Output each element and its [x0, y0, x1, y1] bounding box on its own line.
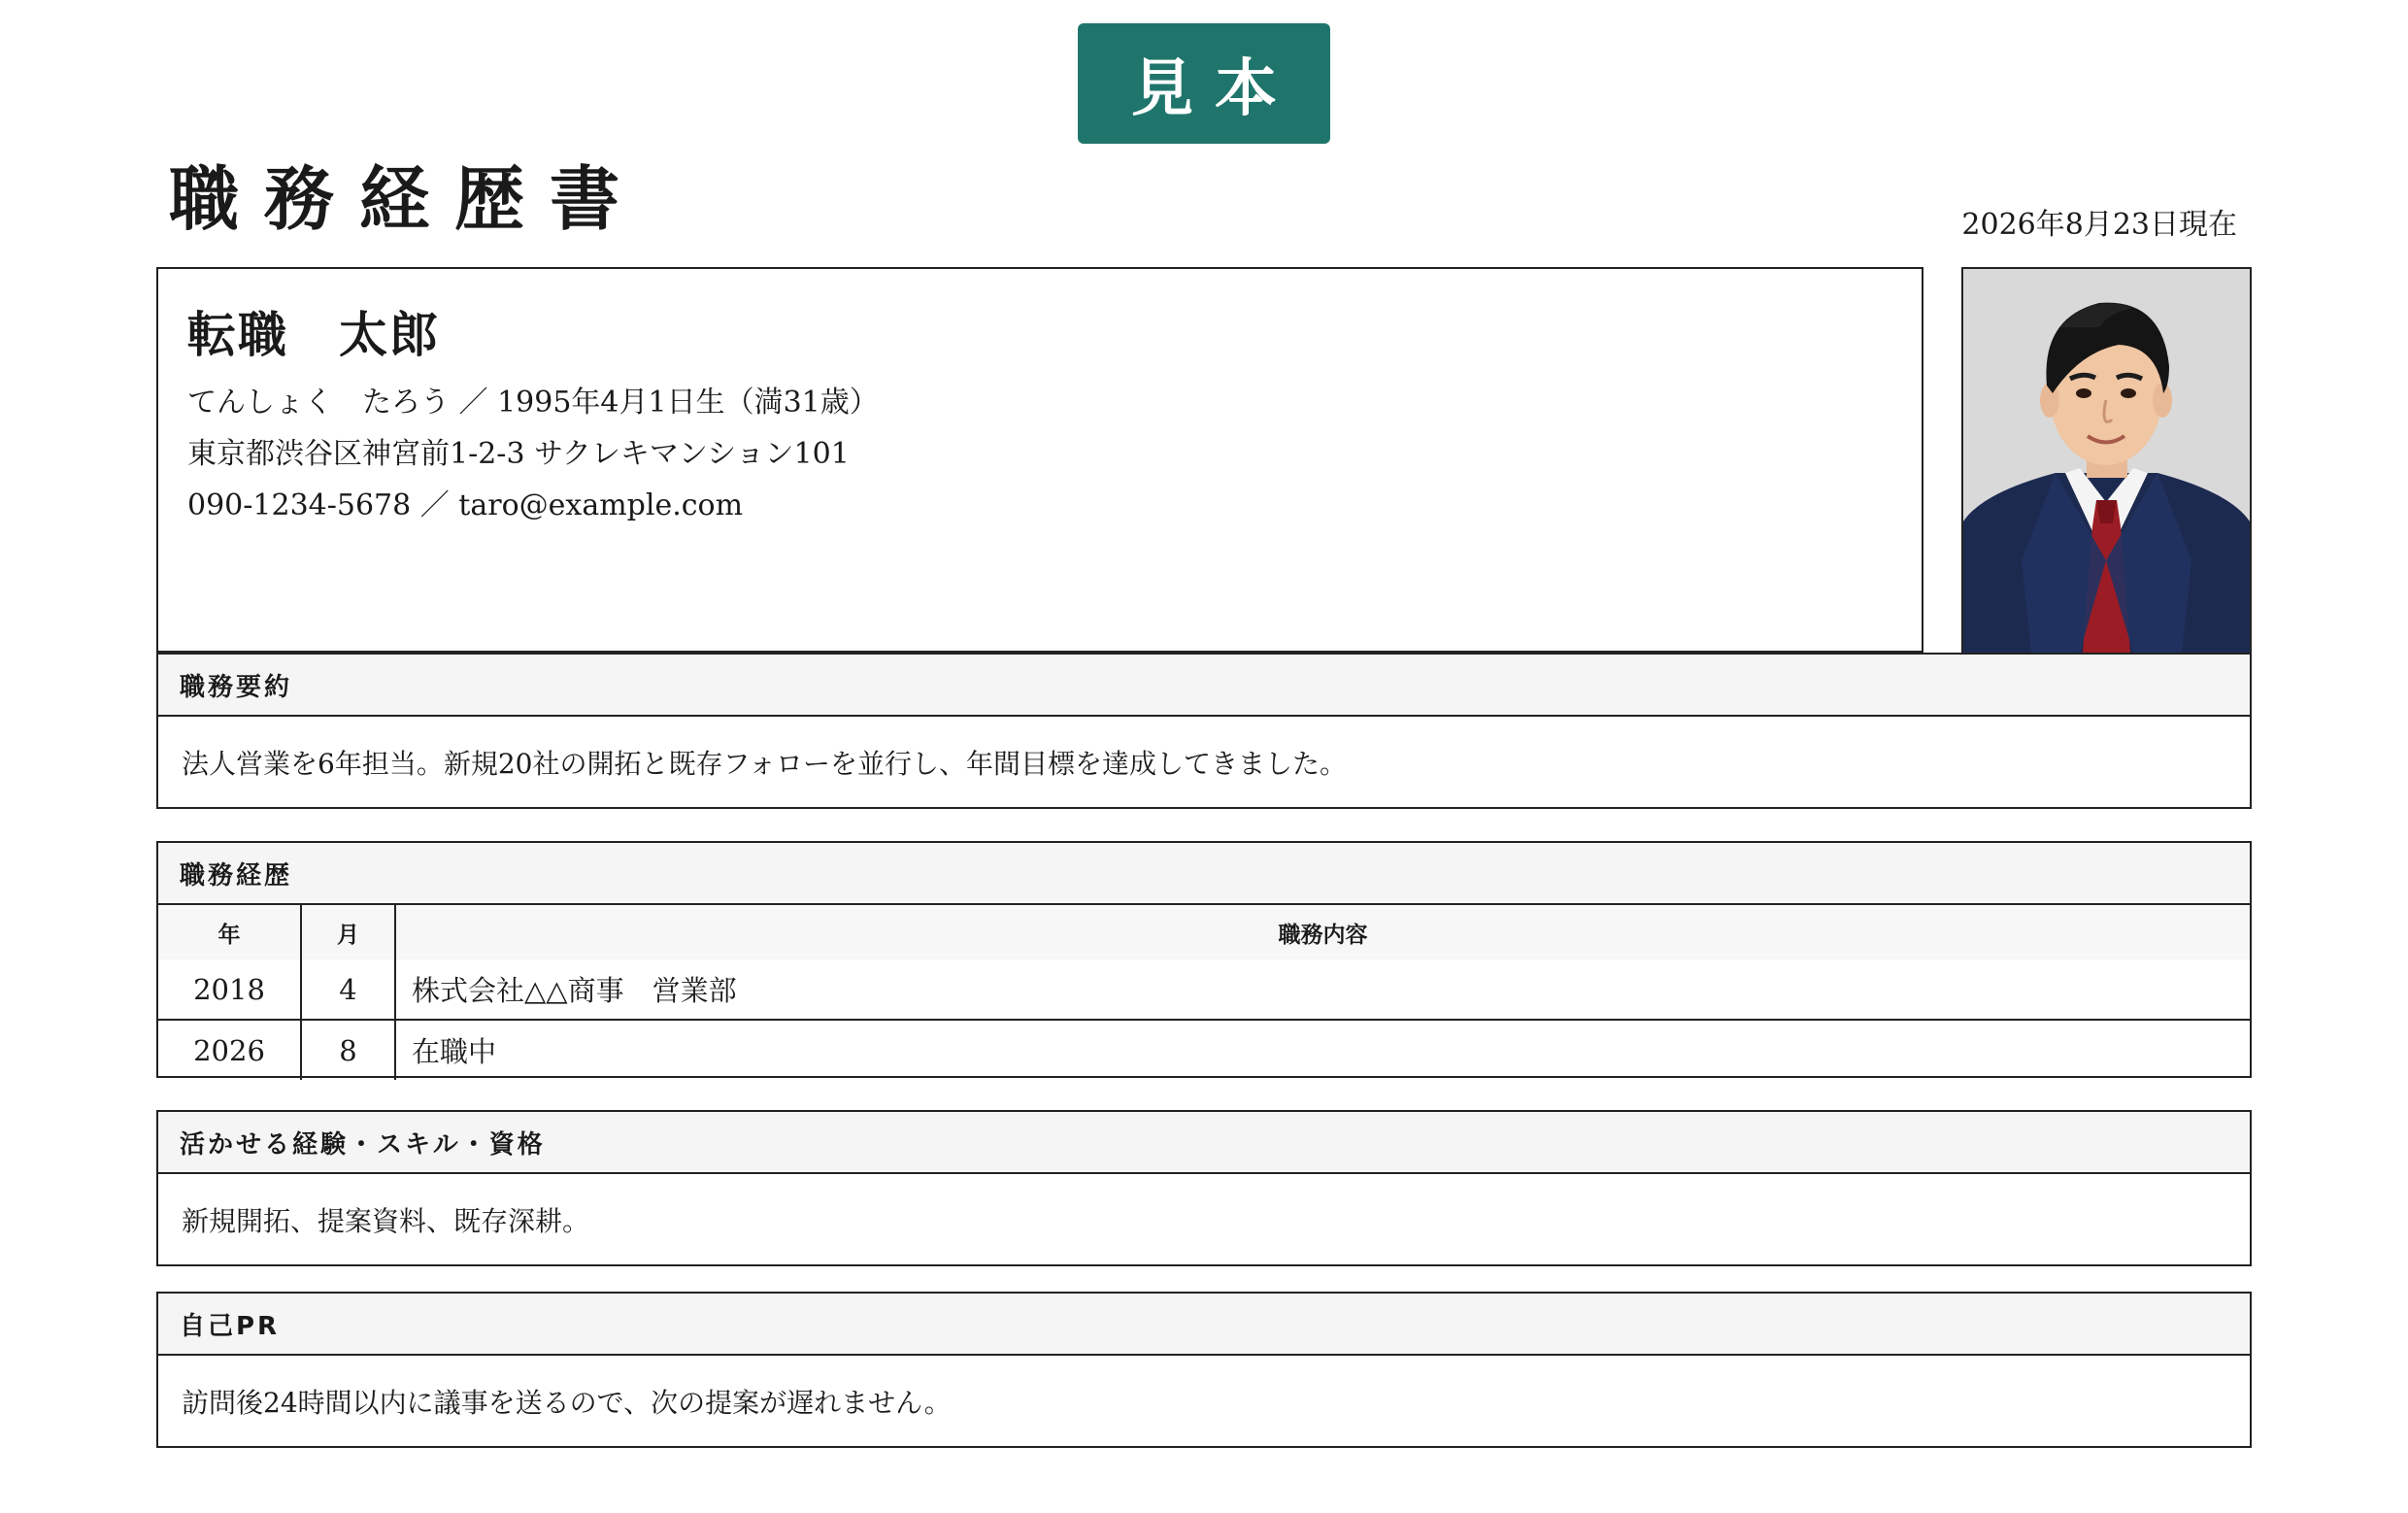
contact-info: 090-1234-5678 ／ taro@example.com — [187, 488, 744, 522]
document-title: 職務経歴書 — [169, 157, 646, 240]
summary-text: 法人営業を6年担当。新規20社の開拓と既存フォローを並行し、年間目標を達成してきました。 — [182, 747, 1348, 780]
furigana-birthdate: てんしょく たろう ／ 1995年4月1日生（満31歳） — [187, 386, 879, 420]
table-row — [158, 1020, 2250, 1080]
cell-content: 株式会社△△商事 営業部 — [412, 974, 737, 1007]
cell-year: 2026 — [158, 1020, 301, 1080]
self-pr-section — [156, 1292, 2252, 1448]
skills-heading: 活かせる経験・スキル・資格 — [158, 1112, 2250, 1174]
skills-text: 新規開拓、提案資料、既存深耕。 — [182, 1204, 590, 1237]
full-name: 転職 太郎 — [187, 306, 440, 363]
cell-year: 2018 — [158, 959, 301, 1020]
summary-heading: 職務要約 — [158, 655, 2250, 717]
cell-content: 在職中 — [395, 1020, 2250, 1080]
career-heading: 職務経歴 — [158, 843, 2250, 905]
summary-section — [156, 653, 2252, 809]
self-pr-heading: 自己PR — [158, 1294, 2250, 1356]
table-row — [158, 959, 2250, 1020]
cell-month: 4 — [301, 959, 395, 1020]
portrait-photo — [1961, 267, 2252, 655]
column-header-year: 年 — [158, 905, 301, 959]
as-of-date: 2026年8月23日現在 — [1961, 208, 2237, 242]
career-section — [156, 841, 2252, 1078]
profile-box — [156, 267, 1923, 653]
column-header-month: 月 — [301, 905, 395, 959]
cell-month: 8 — [301, 1020, 395, 1080]
sample-badge: 見本 — [1078, 23, 1330, 144]
self-pr-text: 訪問後24時間以内に議事を送るので、次の提案が遅れません。 — [182, 1386, 952, 1419]
career-table — [158, 905, 2250, 1080]
column-header-content: 職務内容 — [395, 905, 2250, 959]
skills-section — [156, 1110, 2252, 1266]
address: 東京都渋谷区神宮前1-2-3 サクレキマンション101 — [187, 437, 850, 471]
